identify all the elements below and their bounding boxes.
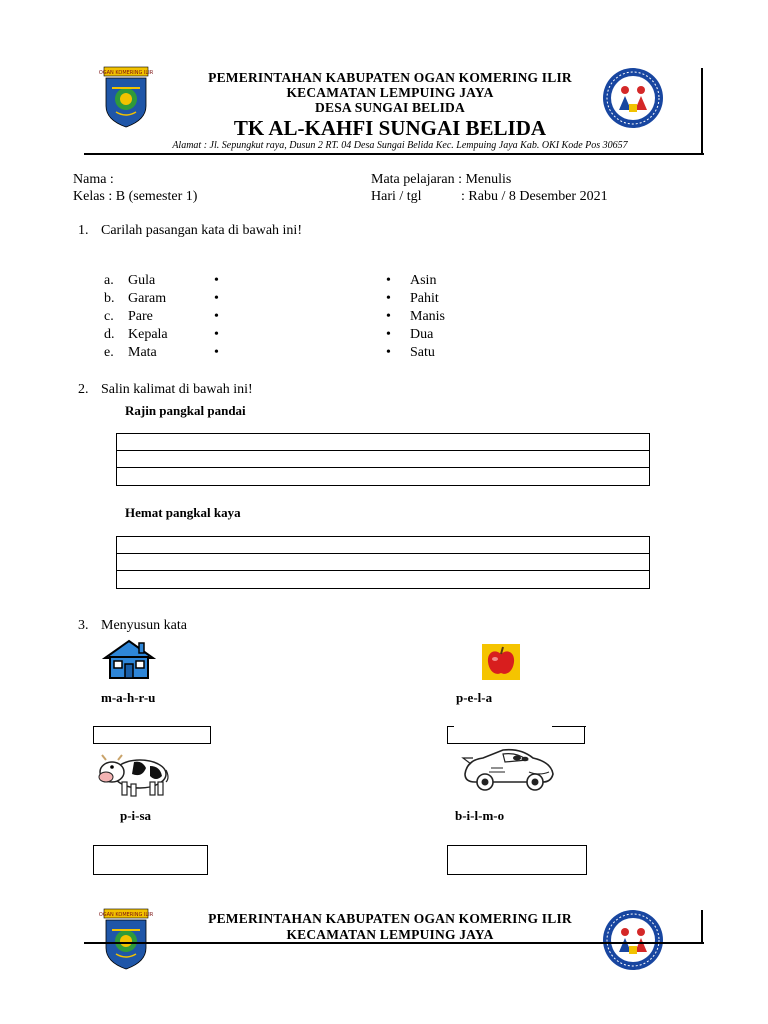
q1-left-dot[interactable]: • (214, 345, 219, 360)
q2-writing-box-1[interactable] (116, 433, 650, 486)
cow-icon (98, 752, 170, 798)
header-right-border (701, 68, 703, 155)
q3-answer-box-2[interactable] (447, 726, 585, 744)
house-icon (102, 638, 156, 680)
footer-logo-right-seal (601, 908, 665, 972)
q1-left-word: Pare (128, 309, 153, 324)
q1-left-dot[interactable]: • (214, 273, 219, 288)
q1-right-word: Pahit (410, 291, 439, 306)
q3-answer-box-3[interactable] (93, 845, 208, 875)
date-label: Hari / tgl (371, 189, 422, 204)
logo-right-seal (601, 66, 665, 130)
date-value: : Rabu / 8 Desember 2021 (461, 189, 608, 204)
q1-right-word: Dua (410, 327, 434, 342)
writing-line[interactable] (117, 554, 649, 571)
q1-right-dot[interactable]: • (386, 291, 391, 306)
q2-sentence-1: Rajin pangkal pandai (125, 403, 246, 418)
q3-scramble-4: b-i-l-m-o (455, 808, 505, 823)
q2-text: Salin kalimat di bawah ini! (101, 382, 253, 397)
writing-line[interactable] (117, 571, 649, 588)
apple-icon (482, 644, 520, 680)
q1-left-word: Gula (128, 273, 156, 288)
footer-divider (84, 942, 704, 944)
q3-number: 3. (78, 618, 89, 633)
writing-line[interactable] (117, 537, 649, 554)
q1-left-dot[interactable]: • (214, 291, 219, 306)
q3-scramble-2: p-e-l-a (456, 690, 493, 705)
writing-line[interactable] (117, 451, 649, 468)
q1-left-dot[interactable]: • (214, 309, 219, 324)
q1-right-dot[interactable]: • (386, 327, 391, 342)
q3-scramble-1: m-a-h-r-u (101, 690, 156, 705)
svg-text:OGAN KOMERING ILIR: OGAN KOMERING ILIR (98, 912, 154, 918)
writing-line[interactable] (117, 468, 649, 485)
footer-line-2: KECAMATAN LEMPUING JAYA (286, 927, 494, 942)
q1-left-word: Mata (128, 345, 157, 360)
logo-left-emblem (98, 66, 154, 128)
writing-line[interactable] (117, 434, 649, 451)
q1-number: 1. (78, 223, 89, 238)
svg-text:OGAN KOMERING ILIR: OGAN KOMERING ILIR (98, 70, 154, 76)
q1-left-dot[interactable]: • (214, 327, 219, 342)
q3-answer-box-4[interactable] (447, 845, 587, 875)
q1-left-letter: a. (104, 273, 114, 288)
class-label: Kelas : B (semester 1) (73, 189, 198, 204)
q3-scramble-3: p-i-sa (120, 808, 152, 823)
q2-writing-box-2[interactable] (116, 536, 650, 589)
footer-line-1: PEMERINTAHAN KABUPATEN OGAN KOMERING ILIR (208, 911, 572, 926)
car-icon (459, 744, 557, 794)
footer-right-border (701, 910, 703, 944)
header-line-3: DESA SUNGAI BELIDA (315, 100, 465, 115)
q1-right-word: Satu (410, 345, 435, 360)
q3-answer-box-1[interactable] (93, 726, 211, 744)
q1-text: Carilah pasangan kata di bawah ini! (101, 223, 302, 238)
q1-right-word: Asin (410, 273, 437, 288)
q1-left-letter: b. (104, 291, 115, 306)
footer-logo-left-emblem (98, 908, 154, 970)
q1-right-word: Manis (410, 309, 445, 324)
q3-text: Menyusun kata (101, 618, 187, 633)
name-label: Nama : (73, 172, 114, 187)
q1-left-letter: d. (104, 327, 115, 342)
school-name: TK AL-KAHFI SUNGAI BELIDA (233, 116, 547, 140)
q1-left-word: Garam (128, 291, 167, 306)
q2-number: 2. (78, 382, 89, 397)
header-line-1: PEMERINTAHAN KABUPATEN OGAN KOMERING ILIR (208, 70, 572, 85)
subject-label: Mata pelajaran : Menulis (371, 172, 512, 187)
header-divider (84, 153, 704, 155)
q1-left-letter: c. (104, 309, 114, 324)
school-address: Alamat : Jl. Sepungkut raya, Dusun 2 RT. 04 Desa Sungai Belida Kec. Lempuing Jaya Kab. OKI Kode Pos 30657 (172, 140, 628, 151)
q1-right-dot[interactable]: • (386, 273, 391, 288)
q2-sentence-2: Hemat pangkal kaya (125, 505, 241, 520)
q1-left-word: Kepala (128, 327, 168, 342)
q1-left-letter: e. (104, 345, 114, 360)
q1-right-dot[interactable]: • (386, 345, 391, 360)
q1-right-dot[interactable]: • (386, 309, 391, 324)
header-line-2: KECAMATAN LEMPUING JAYA (286, 85, 494, 100)
